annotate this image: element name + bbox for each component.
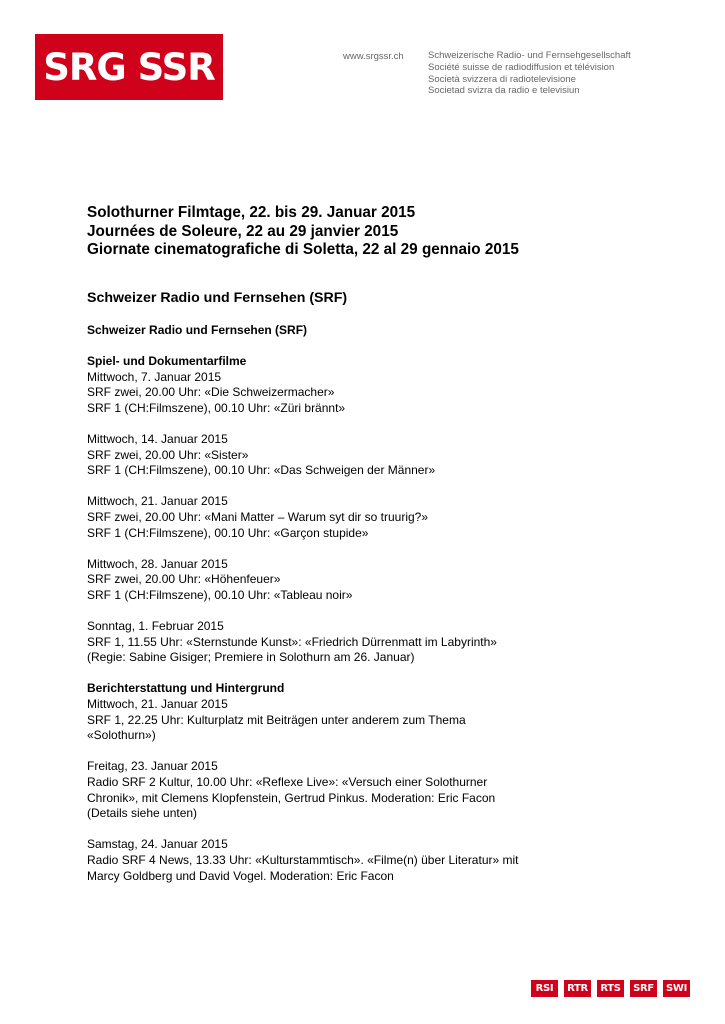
schedule-line: Mittwoch, 21. Januar 2015: [87, 697, 228, 712]
schedule-line: SRF 1 (CH:Filmszene), 00.10 Uhr: «Züri brännt»: [87, 400, 346, 415]
schedule-line: SRF 1, 22.25 Uhr: Kulturplatz mit Beiträgen unter anderem zum Thema: [87, 712, 466, 727]
schedule-block: [87, 494, 687, 541]
org-names: [428, 50, 631, 97]
schedule-line: SRF zwei, 20.00 Uhr: «Die Schweizermacher»: [87, 385, 335, 400]
srg-ssr-logo: SRG SSR: [35, 34, 223, 100]
schedule-line: SRF zwei, 20.00 Uhr: «Höhenfeuer»: [87, 572, 281, 587]
title-line-fr: Journées de Soleure, 22 au 29 janvier 2015: [87, 222, 399, 240]
brand-logo-swi: SWI: [663, 980, 690, 997]
schedule-line: Mittwoch, 21. Januar 2015: [87, 494, 228, 509]
schedule-line: SRF 1 (CH:Filmszene), 00.10 Uhr: «Tableau noir»: [87, 587, 353, 602]
schedule-line: Mittwoch, 14. Januar 2015: [87, 431, 228, 446]
block-spacer: [87, 822, 687, 838]
brand-logo-rts: RTS: [597, 980, 624, 997]
block-spacer: [87, 416, 687, 432]
footer-brand-logos: [531, 980, 690, 997]
schedule-block: [87, 837, 687, 884]
schedule-line: SRF zwei, 20.00 Uhr: «Mani Matter – Warum syt dir so truurig?»: [87, 509, 429, 524]
schedule-line: «Solothurn»): [87, 728, 156, 743]
schedule-block: [87, 432, 687, 479]
schedule-line: (Details siehe unten): [87, 806, 198, 821]
schedule-line: Samstag, 24. Januar 2015: [87, 837, 228, 852]
schedule-line: (Regie: Sabine Gisiger; Premiere in Solothurn am 26. Januar): [87, 650, 415, 665]
org-name-it: Società svizzera di radiotelevisione: [428, 73, 576, 85]
document-title: [87, 204, 519, 260]
title-line-de: Solothurner Filmtage, 22. bis 29. Januar 2015: [87, 204, 416, 221]
block-spacer: [87, 479, 687, 495]
org-name-de: Schweizerische Radio- und Fernsehgesellschaft: [428, 50, 631, 61]
block-spacer: [87, 604, 687, 620]
schedule-block: [87, 759, 687, 821]
schedule-line: Freitag, 23. Januar 2015: [87, 759, 218, 774]
brand-logo-rsi: RSI: [531, 980, 558, 997]
block-heading: Spiel- und Dokumentarfilme: [87, 354, 247, 368]
block-spacer: [87, 744, 687, 760]
org-name-rm: Societad svizra da radio e televisiun: [428, 85, 580, 97]
block-spacer: [87, 666, 687, 682]
schedule-line: SRF zwei, 20.00 Uhr: «Sister»: [87, 447, 249, 462]
brand-logo-srf: SRF: [630, 980, 657, 997]
schedule-line: Radio SRF 2 Kultur, 10.00 Uhr: «Reflexe Live»: «Versuch einer Solothurner: [87, 775, 488, 790]
org-name-fr: Société suisse de radiodiffusion et télévision: [428, 61, 615, 73]
schedule-block: [87, 557, 687, 604]
schedule-block: [87, 354, 687, 416]
section-heading: Schweizer Radio und Fernsehen (SRF): [87, 290, 348, 306]
schedule-line: Mittwoch, 28. Januar 2015: [87, 556, 228, 571]
schedule-line: SRF 1, 11.55 Uhr: «Sternstunde Kunst»: «Friedrich Dürrenmatt im Labyrinth»: [87, 634, 497, 649]
subsection-heading: Schweizer Radio und Fernsehen (SRF): [87, 323, 308, 337]
schedule-line: SRF 1 (CH:Filmszene), 00.10 Uhr: «Garçon stupide»: [87, 525, 369, 540]
schedule-line: Chronik», mit Clemens Klopfenstein, Gertrud Pinkus. Moderation: Eric Facon: [87, 790, 496, 805]
schedule-line: SRF 1 (CH:Filmszene), 00.10 Uhr: «Das Schweigen der Männer»: [87, 463, 436, 478]
schedule-block: [87, 681, 687, 743]
brand-logo-rtr: RTR: [564, 980, 591, 997]
website-text: www.srgssr.ch: [343, 51, 404, 62]
schedule-line: Sonntag, 1. Februar 2015: [87, 619, 224, 634]
block-heading: Berichterstattung und Hintergrund: [87, 681, 285, 696]
schedule-block: [87, 619, 687, 666]
schedule-line: Marcy Goldberg und David Vogel. Moderation: Eric Facon: [87, 868, 394, 883]
schedule-body: [87, 354, 687, 884]
schedule-line: Mittwoch, 7. Januar 2015: [87, 369, 222, 384]
title-line-it: Giornate cinematografiche di Soletta, 22 al 29 gennaio 2015: [87, 241, 519, 258]
block-spacer: [87, 541, 687, 557]
schedule-line: Radio SRF 4 News, 13.33 Uhr: «Kulturstammtisch». «Filme(n) über Literatur» mit: [87, 853, 519, 867]
